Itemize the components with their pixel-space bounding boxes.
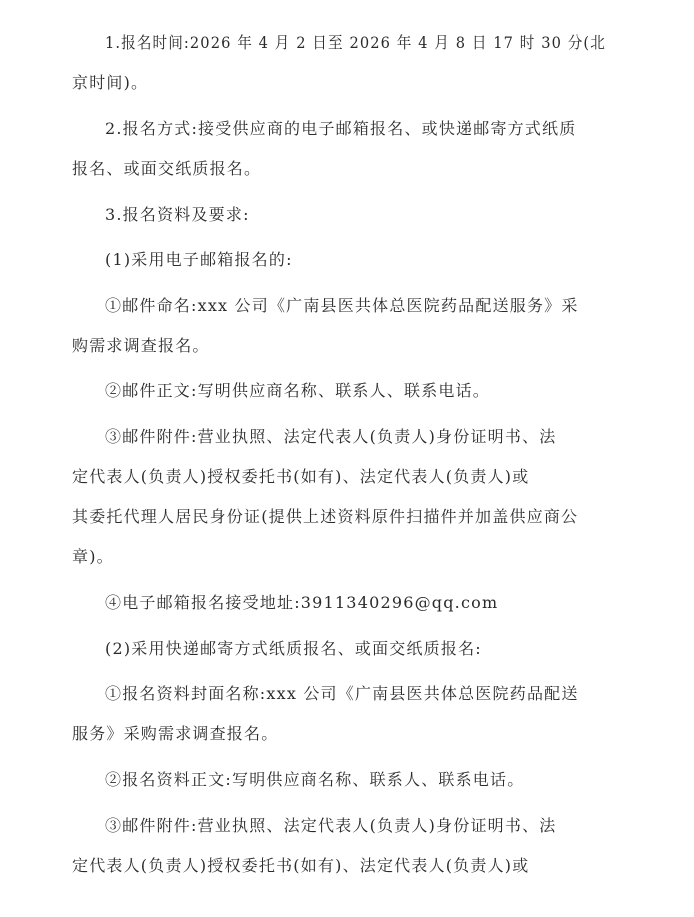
text-line: 购需求调查报名。 [72,336,210,355]
text-line: ①报名资料封面名称:xxx 公司《广南县医共体总医院药品配送 [105,684,579,703]
text-line: 2.报名方式:接受供应商的电子邮箱报名、或快递邮寄方式纸质 [105,119,577,138]
text-line: 章)。 [72,547,114,566]
text-line: 3.报名资料及要求: [105,205,250,224]
text-line: 1.报名时间:2026 年 4 月 2 日至 2026 年 4 月 8 日 17 时 30 分(北 [105,33,606,52]
text-line: 京时间)。 [72,73,149,92]
text-line: 报名、或面交纸质报名。 [72,159,262,178]
text-line: ③邮件附件:营业执照、法定代表人(负责人)身份证明书、法 [105,816,557,835]
text-line: (1)采用电子邮箱报名的: [105,250,293,269]
text-line: ②报名资料正文:写明供应商名称、联系人、联系电话。 [105,770,525,789]
text-line: ①邮件命名:xxx 公司《广南县医共体总医院药品配送服务》采 [105,296,579,315]
text-line: 定代表人(负责人)授权委托书(如有)、法定代表人(负责人)或 [72,856,530,875]
text-line: 定代表人(负责人)授权委托书(如有)、法定代表人(负责人)或 [72,467,530,486]
text-line: ④电子邮箱报名接受地址:3911340296@qq.com [105,593,499,612]
text-line: ②邮件正文:写明供应商名称、联系人、联系电话。 [105,381,490,400]
text-line: (2)采用快递邮寄方式纸质报名、或面交纸质报名: [105,639,482,658]
text-line: ③邮件附件:营业执照、法定代表人(负责人)身份证明书、法 [105,427,557,446]
text-line: 服务》采购需求调查报名。 [72,724,279,743]
text-line: 其委托代理人居民身份证(提供上述资料原件扫描件并加盖供应商公 [72,507,579,526]
